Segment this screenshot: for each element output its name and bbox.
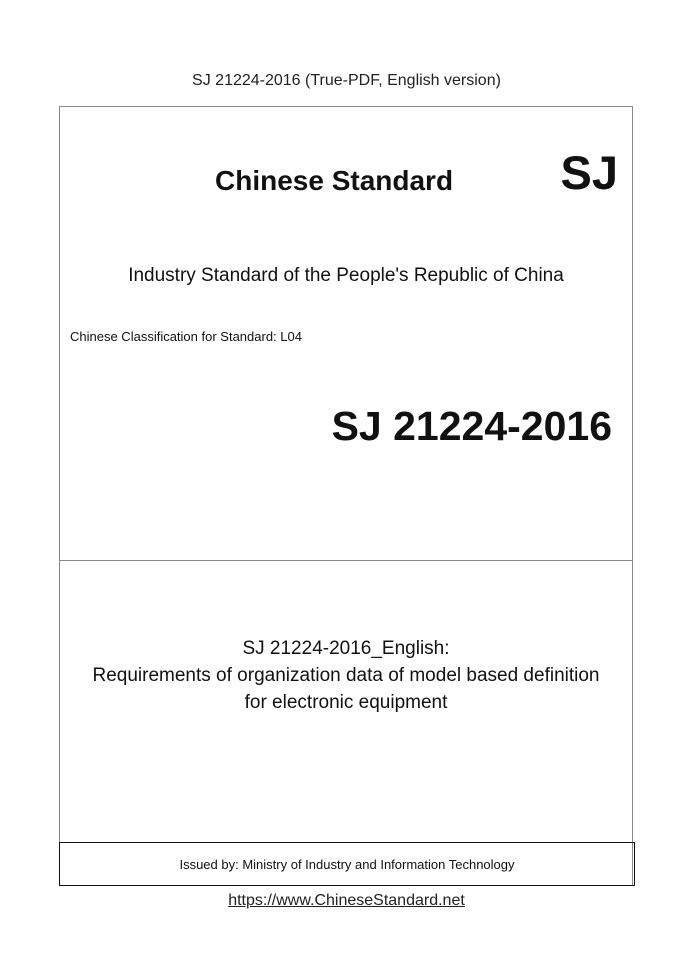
- document-title: [60, 635, 632, 716]
- cover-frame: [59, 106, 633, 886]
- issued-by-text: Issued by: Ministry of Industry and Information Technology: [179, 856, 515, 872]
- industry-line: Industry Standard of the People's Republic of China: [128, 265, 564, 286]
- header-code: SJ: [560, 146, 618, 199]
- standard-number: SJ 21224-2016: [331, 403, 612, 449]
- document-title-line-3: for electronic equipment: [244, 692, 448, 713]
- document-title-line-1: SJ 21224-2016_English:: [242, 638, 450, 659]
- page-top-title: SJ 21224-2016 (True-PDF, English version): [192, 72, 501, 89]
- footer-link[interactable]: https://www.ChineseStandard.net: [228, 892, 465, 909]
- header-label: Chinese Standard: [215, 165, 454, 196]
- issued-by-box: [59, 842, 635, 886]
- document-title-line-2: Requirements of organization data of model based definition: [92, 665, 600, 686]
- section-divider: [60, 560, 632, 561]
- classification-line: Chinese Classification for Standard: L04: [70, 329, 302, 344]
